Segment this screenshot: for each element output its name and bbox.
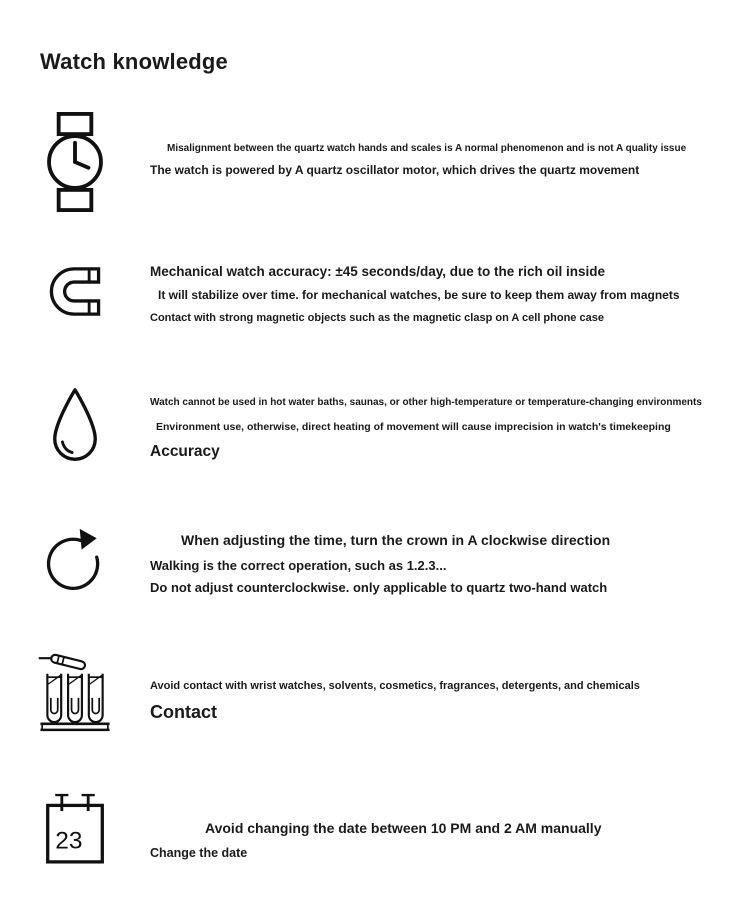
info-line: Walking is the correct operation, such as 1.2.3... [150,557,447,573]
text-cell [150,514,750,596]
info-line: Misalignment between the quartz watch hands and scales is A normal phenomenon and is not A quality issue [167,143,687,154]
info-line: Change the date [150,845,248,860]
section-date-change [0,786,750,866]
info-line: Do not adjust counterclockwise. only applicable to quartz two-hand watch [150,580,608,596]
icon-cell [0,786,150,866]
icon-cell [0,383,150,467]
info-line: When adjusting the time, turn the crown in A clockwise direction [181,532,611,548]
text-cell [150,642,750,724]
test-tubes-icon [37,645,113,737]
calendar-day: 23 [55,827,83,855]
info-line: Environment use, otherwise, direct heating of movement will cause imprecision in watch's timekeeping [156,421,671,433]
icon-cell [0,255,150,320]
section-chemicals [0,642,750,737]
wristwatch-icon [44,112,106,212]
section-temperature [0,383,750,467]
icon-cell [0,112,150,212]
section-magnetism [0,255,750,325]
page-title: Watch knowledge [40,48,228,74]
section-quartz-movement [0,112,750,212]
info-line: Contact with strong magnetic objects such as the magnetic clasp on A cell phone case [150,311,604,324]
text-cell [150,383,750,461]
text-cell [150,786,750,861]
water-drop-icon [46,386,104,467]
icon-cell [0,642,150,737]
text-cell [150,255,750,325]
info-line: Avoid changing the date between 10 PM and 2 AM manually [205,820,602,836]
calendar-icon [43,790,107,866]
info-line: The watch is powered by A quartz oscillator motor, which drives the quartz movement [150,163,640,177]
magnet-icon [42,263,108,320]
info-line: Watch cannot be used in hot water baths, saunas, or other high-temperature or temperature-changing environments [150,397,702,408]
info-line: It will stabilize over time. for mechanical watches, be sure to keep them away from magnets [158,288,680,303]
section-heading: Contact [150,702,217,723]
clockwise-arrow-icon [41,524,109,596]
section-heading: Accuracy [150,442,220,460]
section-crown-adjustment [0,514,750,596]
icon-cell [0,514,150,596]
text-cell [150,112,750,177]
info-line: Mechanical watch accuracy: ±45 seconds/day, due to the rich oil inside [150,264,606,279]
info-line: Avoid contact with wrist watches, solvents, cosmetics, fragrances, detergents, and chemicals [150,680,640,692]
